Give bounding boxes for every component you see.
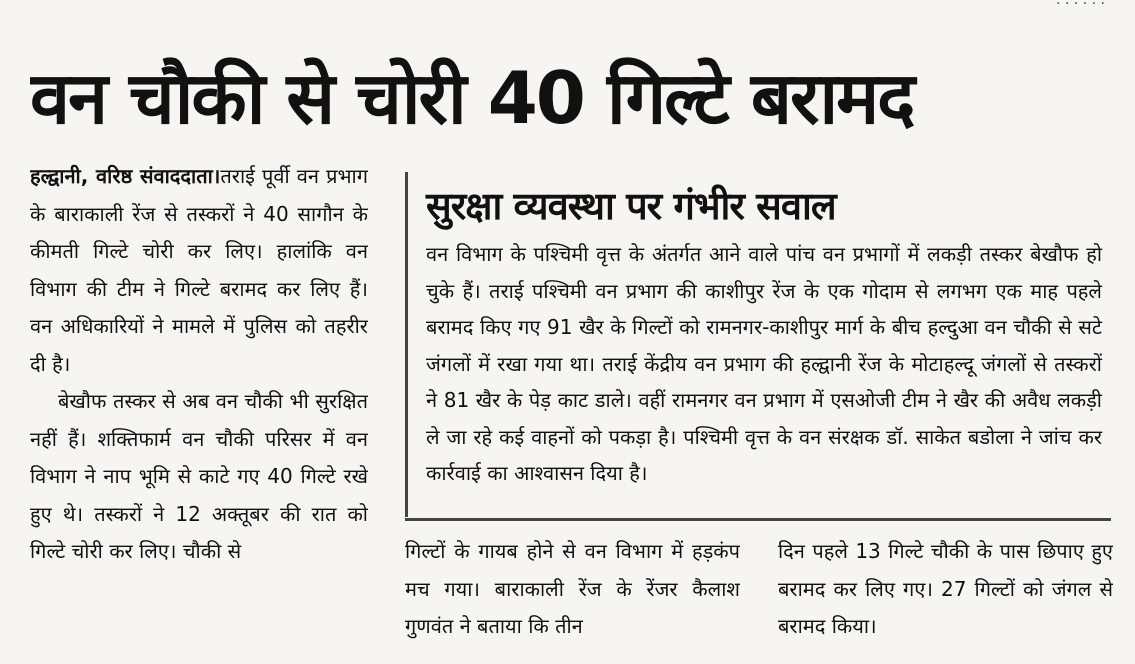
right-column — [778, 533, 1113, 648]
sidebar-heading: सुरक्षा व्यवस्था पर गंभीर सवाल — [426, 184, 836, 228]
box-bottom-rule — [405, 518, 1111, 521]
right-column-text: दिन पहले 13 गिल्टे चौकी के पास छिपाए हुए बरामद कर लिए गए। 27 गिल्टों को जंगल से बरामद किया। — [778, 539, 1113, 638]
previous-article-fragment: . . . . . . — [1056, 0, 1105, 8]
paragraph-1-text: तराई पूर्वी वन प्रभाग के बाराकाली रेंज से तस्करों ने 40 सागौन के कीमती गिल्टे चोरी कर लिए। हालांकि वन विभाग की टीम ने गिल्टे बरामद कर लिए हैं। वन अधिकारियों ने मामले में पुलिस को तहरीर दी है। — [30, 164, 368, 376]
sidebar-body: वन विभाग के पश्चिमी वृत्त के अंतर्गत आने वाले पांच वन प्रभागों में लकड़ी तस्कर बेखौफ हो चुके हैं। तराई पश्चिमी वन प्रभाग की काशीपुर रेंज के एक गोदाम से लगभग एक माह पहले बरामद किए गए 91 खैर के गिल्टों को रामनगर-काशीपुर मार्ग के बीच हल्दुआ वन चौकी से सटे जंगलों में रखा गया था। तराई केंद्रीय वन प्रभाग की हल्द्वानी रेंज के मोटाहल्दू जंगलों से तस्करों ने 81 खैर के पेड़ काट डाले। वहीं रामनगर वन प्रभाग में एसओजी टीम ने खैर की अवैध लकड़ी ले जा रहे कई वाहनों को पकड़ा है। पश्चिमी वृत्त के वन संरक्षक डॉ. साकेत बडोला ने जांच कर कार्रवाई का आश्वासन दिया है। — [426, 242, 1102, 485]
left-column — [30, 158, 368, 648]
lead-paragraph — [30, 158, 368, 383]
middle-column-text: गिल्टों के गायब होने से वन विभाग में हड़कंप मच गया। बाराकाली रेंज के रेंजर कैलाश गुणवंत ने बताया कि तीन — [405, 539, 740, 638]
sidebar-box — [405, 172, 1108, 517]
middle-column — [405, 533, 740, 648]
byline: हल्द्वानी, वरिष्ठ संवाददाता। — [30, 164, 221, 188]
paragraph-2: बेखौफ तस्कर से अब वन चौकी भी सुरक्षित नहीं हैं। शक्तिफार्म वन चौकी परिसर में वन विभाग ने नाप भूमि से काटे गए 40 गिल्टे रखे हुए थे। तस्करों ने 12 अक्तूबर की रात को गिल्टे चोरी कर लिए। चौकी से — [30, 389, 368, 563]
headline: वन चौकी से चोरी 40 गिल्टे बरामद — [30, 56, 914, 140]
